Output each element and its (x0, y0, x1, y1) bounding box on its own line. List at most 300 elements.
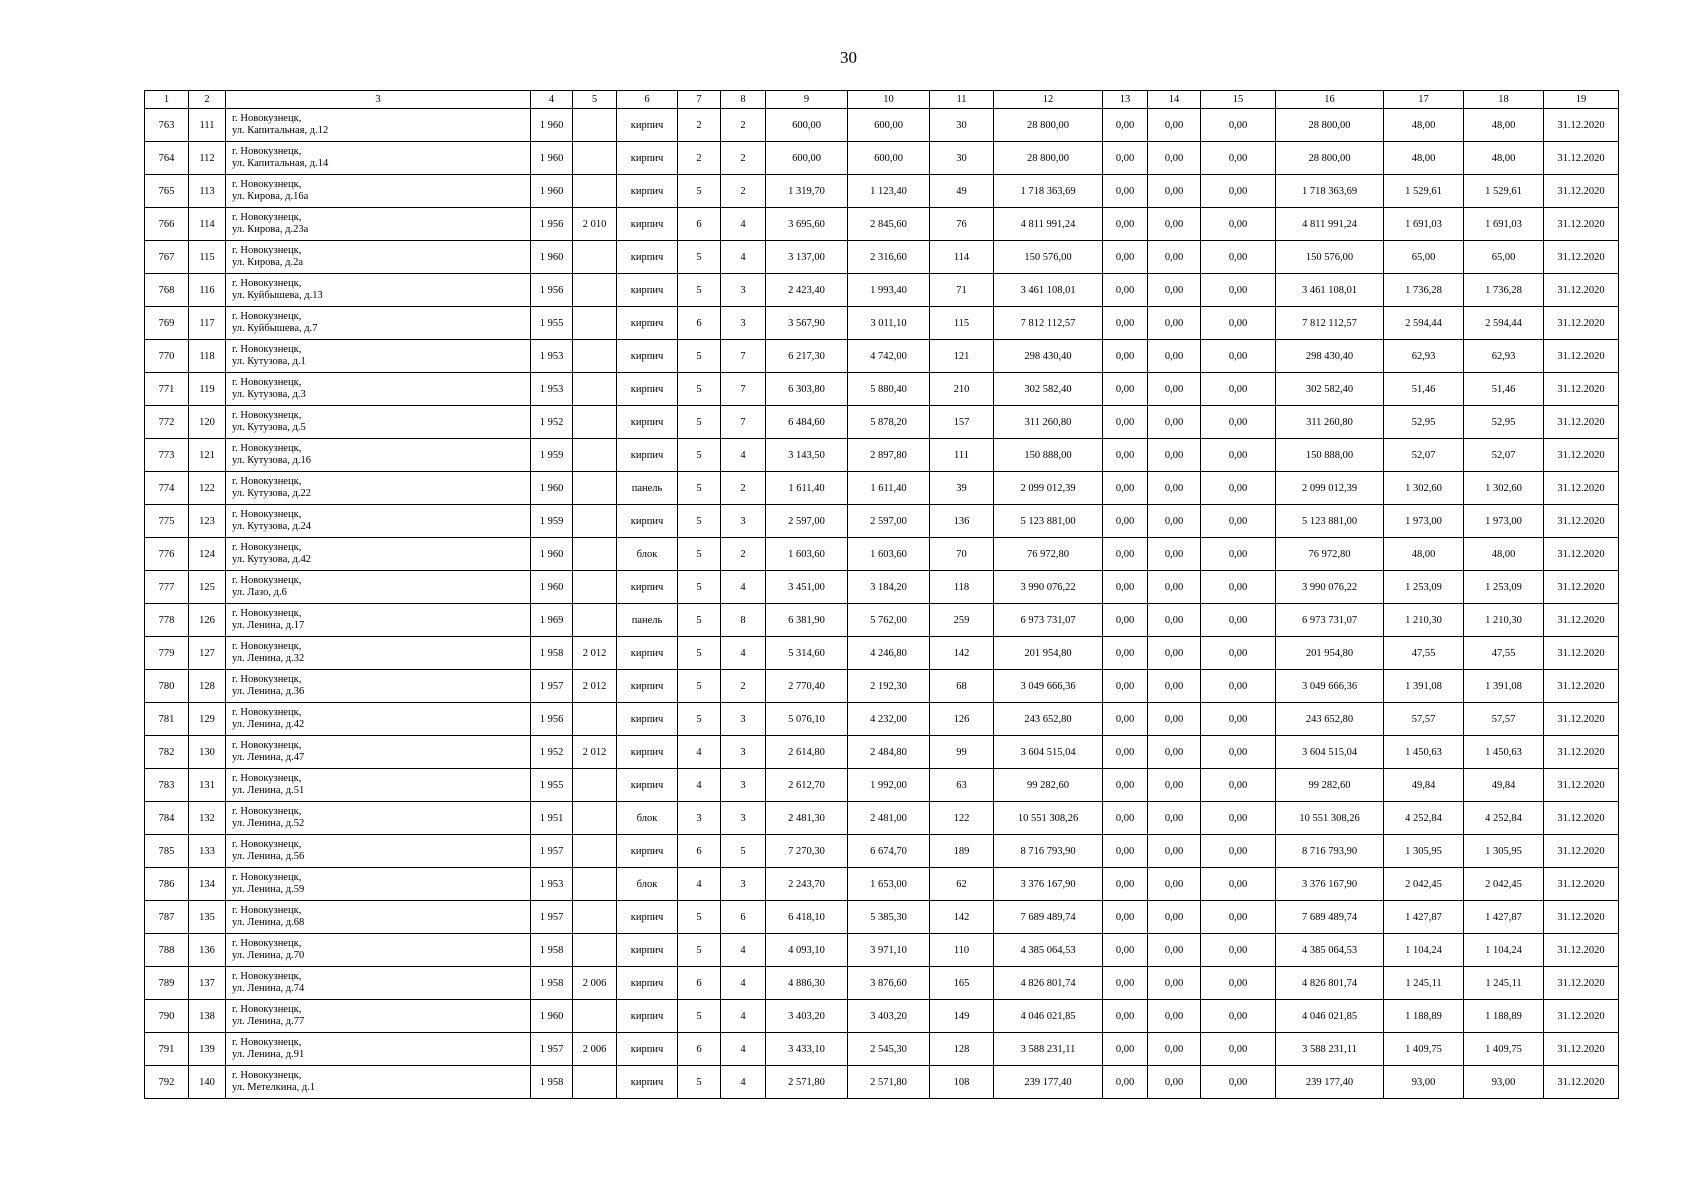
cell-col-17: 1 736,28 (1384, 274, 1464, 307)
cell-col-6: кирпич (617, 340, 678, 373)
address-street: ул. Ленина, д.42 (232, 719, 305, 730)
cell-col-1: 778 (145, 604, 189, 637)
cell-col-13: 0,00 (1103, 472, 1148, 505)
cell-col-11: 122 (930, 802, 994, 835)
column-header-17: 17 (1384, 91, 1464, 109)
cell-col-8: 3 (721, 505, 766, 538)
address-street: ул. Кутузова, д.16 (232, 455, 311, 466)
cell-col-12: 6 973 731,07 (994, 604, 1103, 637)
cell-col-17: 4 252,84 (1384, 802, 1464, 835)
cell-col-10: 2 597,00 (848, 505, 930, 538)
cell-col-1: 792 (145, 1066, 189, 1099)
cell-col-17: 47,55 (1384, 637, 1464, 670)
cell-col-1: 763 (145, 109, 189, 142)
address-street: ул. Капитальная, д.12 (232, 125, 329, 136)
address-street: ул. Ленина, д.70 (232, 950, 305, 961)
cell-col-6: блок (617, 868, 678, 901)
cell-col-8: 4 (721, 967, 766, 1000)
cell-col-10: 2 481,00 (848, 802, 930, 835)
cell-col-17: 1 529,61 (1384, 175, 1464, 208)
cell-col-10: 2 316,60 (848, 241, 930, 274)
cell-col-16: 4 826 801,74 (1276, 967, 1384, 1000)
cell-col-14: 0,00 (1148, 1000, 1201, 1033)
cell-col-15: 0,00 (1201, 1033, 1276, 1066)
address-city: г. Новокузнецк, (232, 905, 302, 916)
cell-col-14: 0,00 (1148, 703, 1201, 736)
cell-col-7: 5 (678, 373, 721, 406)
cell-col-16: 76 972,80 (1276, 538, 1384, 571)
cell-col-17: 1 188,89 (1384, 1000, 1464, 1033)
cell-col-7: 5 (678, 637, 721, 670)
cell-col-10: 2 484,80 (848, 736, 930, 769)
cell-col-4: 1 969 (531, 604, 573, 637)
address-street: ул. Кирова, д.2а (232, 257, 304, 268)
cell-col-14: 0,00 (1148, 604, 1201, 637)
cell-col-9: 600,00 (766, 142, 848, 175)
cell-col-2: 130 (189, 736, 226, 769)
cell-col-6: кирпич (617, 637, 678, 670)
cell-col-19: 31.12.2020 (1544, 142, 1619, 175)
table-row (145, 274, 1619, 307)
cell-col-5: 2 012 (573, 637, 617, 670)
cell-col-11: 76 (930, 208, 994, 241)
cell-col-16: 2 099 012,39 (1276, 472, 1384, 505)
address-street: ул. Кутузова, д.22 (232, 488, 311, 499)
cell-col-9: 3 143,50 (766, 439, 848, 472)
table-row (145, 769, 1619, 802)
cell-col-18: 1 529,61 (1464, 175, 1544, 208)
cell-col-10: 2 571,80 (848, 1066, 930, 1099)
cell-col-17: 1 409,75 (1384, 1033, 1464, 1066)
cell-col-13: 0,00 (1103, 604, 1148, 637)
cell-col-5: 2 012 (573, 736, 617, 769)
cell-col-16: 4 385 064,53 (1276, 934, 1384, 967)
cell-col-16: 150 576,00 (1276, 241, 1384, 274)
cell-col-4: 1 957 (531, 901, 573, 934)
cell-col-16: 3 990 076,22 (1276, 571, 1384, 604)
cell-col-10: 5 385,30 (848, 901, 930, 934)
cell-col-18: 1 973,00 (1464, 505, 1544, 538)
cell-col-18: 1 391,08 (1464, 670, 1544, 703)
cell-col-9: 6 217,30 (766, 340, 848, 373)
cell-col-5 (573, 1066, 617, 1099)
address-city: г. Новокузнецк, (232, 971, 302, 982)
cell-col-14: 0,00 (1148, 736, 1201, 769)
cell-col-12: 3 990 076,22 (994, 571, 1103, 604)
cell-col-1: 791 (145, 1033, 189, 1066)
cell-col-15: 0,00 (1201, 835, 1276, 868)
cell-col-11: 63 (930, 769, 994, 802)
cell-col-7: 5 (678, 604, 721, 637)
column-header-4: 4 (531, 91, 573, 109)
cell-col-16: 7 689 489,74 (1276, 901, 1384, 934)
cell-col-19: 31.12.2020 (1544, 835, 1619, 868)
cell-col-6: кирпич (617, 505, 678, 538)
cell-col-6: кирпич (617, 406, 678, 439)
cell-col-16: 3 461 108,01 (1276, 274, 1384, 307)
cell-col-9: 6 381,90 (766, 604, 848, 637)
cell-col-14: 0,00 (1148, 373, 1201, 406)
cell-col-13: 0,00 (1103, 901, 1148, 934)
cell-col-2: 123 (189, 505, 226, 538)
cell-col-16: 302 582,40 (1276, 373, 1384, 406)
cell-col-2: 122 (189, 472, 226, 505)
cell-col-13: 0,00 (1103, 835, 1148, 868)
address-street: ул. Куйбышева, д.7 (232, 323, 318, 334)
cell-col-15: 0,00 (1201, 340, 1276, 373)
cell-col-2: 119 (189, 373, 226, 406)
table-row (145, 307, 1619, 340)
cell-col-8: 3 (721, 802, 766, 835)
cell-col-13: 0,00 (1103, 868, 1148, 901)
cell-col-14: 0,00 (1148, 934, 1201, 967)
cell-col-7: 6 (678, 208, 721, 241)
cell-col-14: 0,00 (1148, 241, 1201, 274)
page-number: 30 (840, 48, 857, 67)
address-city: г. Новокузнецк, (232, 113, 302, 124)
cell-col-10: 3 971,10 (848, 934, 930, 967)
cell-col-16: 28 800,00 (1276, 109, 1384, 142)
cell-col-12: 150 576,00 (994, 241, 1103, 274)
cell-col-11: 62 (930, 868, 994, 901)
cell-col-5 (573, 934, 617, 967)
address-cell (226, 439, 531, 472)
cell-col-15: 0,00 (1201, 571, 1276, 604)
cell-col-10: 1 653,00 (848, 868, 930, 901)
cell-col-12: 28 800,00 (994, 142, 1103, 175)
cell-col-1: 788 (145, 934, 189, 967)
cell-col-11: 142 (930, 901, 994, 934)
cell-col-17: 1 305,95 (1384, 835, 1464, 868)
cell-col-11: 149 (930, 1000, 994, 1033)
cell-col-16: 5 123 881,00 (1276, 505, 1384, 538)
cell-col-10: 4 742,00 (848, 340, 930, 373)
cell-col-4: 1 958 (531, 637, 573, 670)
cell-col-13: 0,00 (1103, 241, 1148, 274)
cell-col-18: 49,84 (1464, 769, 1544, 802)
address-street: ул. Метелкина, д.1 (232, 1082, 316, 1093)
cell-col-14: 0,00 (1148, 175, 1201, 208)
cell-col-1: 765 (145, 175, 189, 208)
cell-col-18: 1 409,75 (1464, 1033, 1544, 1066)
address-cell (226, 802, 531, 835)
cell-col-17: 65,00 (1384, 241, 1464, 274)
cell-col-10: 6 674,70 (848, 835, 930, 868)
column-header-2: 2 (189, 91, 226, 109)
cell-col-8: 4 (721, 571, 766, 604)
address-street: ул. Куйбышева, д.13 (232, 290, 323, 301)
address-city: г. Новокузнецк, (232, 938, 302, 949)
table-row (145, 109, 1619, 142)
cell-col-8: 2 (721, 538, 766, 571)
cell-col-4: 1 952 (531, 736, 573, 769)
address-cell (226, 340, 531, 373)
table-row (145, 934, 1619, 967)
cell-col-4: 1 953 (531, 373, 573, 406)
cell-col-7: 5 (678, 274, 721, 307)
cell-col-15: 0,00 (1201, 439, 1276, 472)
cell-col-10: 3 184,20 (848, 571, 930, 604)
cell-col-7: 5 (678, 241, 721, 274)
cell-col-17: 1 973,00 (1384, 505, 1464, 538)
cell-col-10: 3 876,60 (848, 967, 930, 1000)
cell-col-1: 766 (145, 208, 189, 241)
cell-col-19: 31.12.2020 (1544, 472, 1619, 505)
cell-col-4: 1 960 (531, 175, 573, 208)
cell-col-15: 0,00 (1201, 241, 1276, 274)
cell-col-7: 6 (678, 967, 721, 1000)
cell-col-13: 0,00 (1103, 802, 1148, 835)
cell-col-1: 781 (145, 703, 189, 736)
address-city: г. Новокузнецк, (232, 212, 302, 223)
column-number-header-row (145, 91, 1619, 109)
cell-col-10: 5 762,00 (848, 604, 930, 637)
cell-col-19: 31.12.2020 (1544, 1033, 1619, 1066)
cell-col-15: 0,00 (1201, 703, 1276, 736)
cell-col-5 (573, 340, 617, 373)
cell-col-18: 57,57 (1464, 703, 1544, 736)
cell-col-9: 3 695,60 (766, 208, 848, 241)
cell-col-4: 1 956 (531, 274, 573, 307)
address-street: ул. Ленина, д.47 (232, 752, 305, 763)
cell-col-17: 1 691,03 (1384, 208, 1464, 241)
cell-col-16: 243 652,80 (1276, 703, 1384, 736)
address-cell (226, 1000, 531, 1033)
cell-col-6: кирпич (617, 142, 678, 175)
cell-col-2: 139 (189, 1033, 226, 1066)
cell-col-19: 31.12.2020 (1544, 604, 1619, 637)
address-city: г. Новокузнецк, (232, 542, 302, 553)
address-city: г. Новокузнецк, (232, 707, 302, 718)
address-street: ул. Ленина, д.77 (232, 1016, 305, 1027)
cell-col-2: 137 (189, 967, 226, 1000)
table-row (145, 340, 1619, 373)
cell-col-9: 2 481,30 (766, 802, 848, 835)
cell-col-18: 1 245,11 (1464, 967, 1544, 1000)
cell-col-6: кирпич (617, 274, 678, 307)
cell-col-17: 48,00 (1384, 109, 1464, 142)
cell-col-11: 68 (930, 670, 994, 703)
cell-col-7: 4 (678, 736, 721, 769)
cell-col-15: 0,00 (1201, 406, 1276, 439)
cell-col-2: 124 (189, 538, 226, 571)
cell-col-6: кирпич (617, 703, 678, 736)
cell-col-15: 0,00 (1201, 670, 1276, 703)
cell-col-11: 210 (930, 373, 994, 406)
cell-col-19: 31.12.2020 (1544, 703, 1619, 736)
table-row (145, 604, 1619, 637)
cell-col-17: 52,07 (1384, 439, 1464, 472)
cell-col-6: кирпич (617, 1066, 678, 1099)
address-street: ул. Ленина, д.59 (232, 884, 305, 895)
cell-col-10: 4 246,80 (848, 637, 930, 670)
cell-col-1: 782 (145, 736, 189, 769)
cell-col-12: 76 972,80 (994, 538, 1103, 571)
cell-col-18: 62,93 (1464, 340, 1544, 373)
cell-col-2: 129 (189, 703, 226, 736)
cell-col-15: 0,00 (1201, 373, 1276, 406)
address-city: г. Новокузнецк, (232, 773, 302, 784)
cell-col-6: кирпич (617, 241, 678, 274)
address-street: ул. Ленина, д.17 (232, 620, 305, 631)
cell-col-1: 774 (145, 472, 189, 505)
cell-col-2: 113 (189, 175, 226, 208)
cell-col-14: 0,00 (1148, 406, 1201, 439)
table-row (145, 175, 1619, 208)
cell-col-12: 7 812 112,57 (994, 307, 1103, 340)
cell-col-1: 779 (145, 637, 189, 670)
address-city: г. Новокузнецк, (232, 377, 302, 388)
cell-col-10: 2 897,80 (848, 439, 930, 472)
cell-col-7: 5 (678, 670, 721, 703)
cell-col-2: 132 (189, 802, 226, 835)
cell-col-7: 4 (678, 868, 721, 901)
cell-col-19: 31.12.2020 (1544, 1000, 1619, 1033)
cell-col-4: 1 960 (531, 538, 573, 571)
cell-col-13: 0,00 (1103, 373, 1148, 406)
cell-col-15: 0,00 (1201, 307, 1276, 340)
cell-col-18: 47,55 (1464, 637, 1544, 670)
address-street: ул. Ленина, д.52 (232, 818, 305, 829)
cell-col-11: 136 (930, 505, 994, 538)
address-cell (226, 373, 531, 406)
cell-col-10: 5 880,40 (848, 373, 930, 406)
cell-col-9: 3 451,00 (766, 571, 848, 604)
column-header-12: 12 (994, 91, 1103, 109)
cell-col-19: 31.12.2020 (1544, 439, 1619, 472)
table-row (145, 637, 1619, 670)
address-city: г. Новокузнецк, (232, 179, 302, 190)
address-city: г. Новокузнецк, (232, 674, 302, 685)
cell-col-17: 1 302,60 (1384, 472, 1464, 505)
cell-col-16: 6 973 731,07 (1276, 604, 1384, 637)
cell-col-10: 1 993,40 (848, 274, 930, 307)
cell-col-14: 0,00 (1148, 538, 1201, 571)
cell-col-2: 127 (189, 637, 226, 670)
cell-col-19: 31.12.2020 (1544, 802, 1619, 835)
cell-col-15: 0,00 (1201, 901, 1276, 934)
cell-col-15: 0,00 (1201, 769, 1276, 802)
cell-col-14: 0,00 (1148, 439, 1201, 472)
address-street: ул. Капитальная, д.14 (232, 158, 329, 169)
cell-col-10: 600,00 (848, 142, 930, 175)
cell-col-18: 48,00 (1464, 142, 1544, 175)
address-city: г. Новокузнецк, (232, 311, 302, 322)
cell-col-9: 6 484,60 (766, 406, 848, 439)
cell-col-11: 126 (930, 703, 994, 736)
address-street: ул. Кутузова, д.1 (232, 356, 306, 367)
address-street: ул. Ленина, д.74 (232, 983, 305, 994)
address-cell (226, 109, 531, 142)
cell-col-6: панель (617, 604, 678, 637)
cell-col-1: 775 (145, 505, 189, 538)
cell-col-8: 2 (721, 175, 766, 208)
cell-col-16: 150 888,00 (1276, 439, 1384, 472)
cell-col-12: 243 652,80 (994, 703, 1103, 736)
cell-col-5 (573, 373, 617, 406)
cell-col-10: 2 845,60 (848, 208, 930, 241)
cell-col-5 (573, 109, 617, 142)
cell-col-4: 1 955 (531, 307, 573, 340)
cell-col-9: 1 603,60 (766, 538, 848, 571)
cell-col-16: 4 811 991,24 (1276, 208, 1384, 241)
cell-col-12: 239 177,40 (994, 1066, 1103, 1099)
table-row (145, 1066, 1619, 1099)
address-street: ул. Ленина, д.91 (232, 1049, 305, 1060)
cell-col-14: 0,00 (1148, 1033, 1201, 1066)
cell-col-13: 0,00 (1103, 340, 1148, 373)
cell-col-7: 2 (678, 142, 721, 175)
cell-col-19: 31.12.2020 (1544, 406, 1619, 439)
cell-col-13: 0,00 (1103, 175, 1148, 208)
cell-col-19: 31.12.2020 (1544, 109, 1619, 142)
cell-col-13: 0,00 (1103, 538, 1148, 571)
cell-col-11: 110 (930, 934, 994, 967)
cell-col-6: кирпич (617, 967, 678, 1000)
cell-col-12: 4 826 801,74 (994, 967, 1103, 1000)
cell-col-5 (573, 505, 617, 538)
cell-col-13: 0,00 (1103, 769, 1148, 802)
address-cell (226, 307, 531, 340)
cell-col-6: кирпич (617, 736, 678, 769)
cell-col-11: 49 (930, 175, 994, 208)
cell-col-19: 31.12.2020 (1544, 571, 1619, 604)
cell-col-9: 2 423,40 (766, 274, 848, 307)
cell-col-10: 1 123,40 (848, 175, 930, 208)
cell-col-7: 5 (678, 340, 721, 373)
address-street: ул. Ленина, д.56 (232, 851, 305, 862)
cell-col-12: 2 099 012,39 (994, 472, 1103, 505)
cell-col-5 (573, 439, 617, 472)
cell-col-2: 112 (189, 142, 226, 175)
cell-col-15: 0,00 (1201, 604, 1276, 637)
cell-col-17: 57,57 (1384, 703, 1464, 736)
cell-col-19: 31.12.2020 (1544, 868, 1619, 901)
cell-col-11: 111 (930, 439, 994, 472)
cell-col-1: 767 (145, 241, 189, 274)
cell-col-14: 0,00 (1148, 967, 1201, 1000)
cell-col-2: 138 (189, 1000, 226, 1033)
cell-col-6: кирпич (617, 109, 678, 142)
cell-col-6: блок (617, 802, 678, 835)
cell-col-9: 2 597,00 (766, 505, 848, 538)
address-street: ул. Ленина, д.51 (232, 785, 305, 796)
address-cell (226, 868, 531, 901)
column-header-5: 5 (573, 91, 617, 109)
column-header-3: 3 (226, 91, 531, 109)
cell-col-12: 3 588 231,11 (994, 1033, 1103, 1066)
cell-col-18: 1 427,87 (1464, 901, 1544, 934)
cell-col-8: 4 (721, 1066, 766, 1099)
cell-col-15: 0,00 (1201, 142, 1276, 175)
cell-col-8: 7 (721, 373, 766, 406)
cell-col-5 (573, 142, 617, 175)
cell-col-12: 3 461 108,01 (994, 274, 1103, 307)
cell-col-17: 1 450,63 (1384, 736, 1464, 769)
cell-col-18: 1 188,89 (1464, 1000, 1544, 1033)
column-header-13: 13 (1103, 91, 1148, 109)
cell-col-17: 1 253,09 (1384, 571, 1464, 604)
cell-col-9: 4 093,10 (766, 934, 848, 967)
cell-col-17: 52,95 (1384, 406, 1464, 439)
cell-col-12: 150 888,00 (994, 439, 1103, 472)
cell-col-18: 4 252,84 (1464, 802, 1544, 835)
cell-col-12: 8 716 793,90 (994, 835, 1103, 868)
cell-col-17: 1 427,87 (1384, 901, 1464, 934)
table-row (145, 1000, 1619, 1033)
cell-col-14: 0,00 (1148, 142, 1201, 175)
cell-col-16: 4 046 021,85 (1276, 1000, 1384, 1033)
